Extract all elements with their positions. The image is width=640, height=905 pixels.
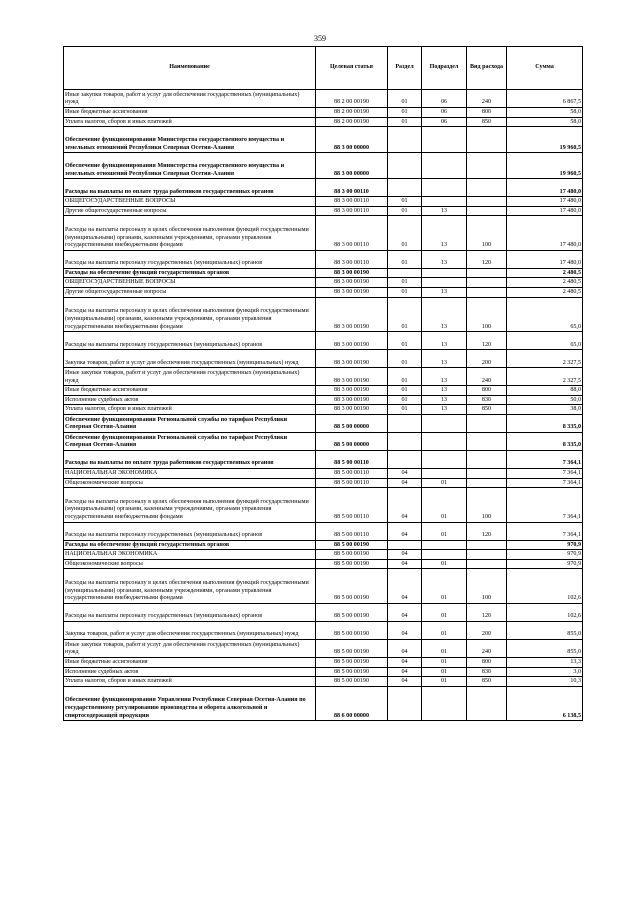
cell-sum: 855,0 <box>507 639 583 657</box>
cell-name: Иные бюджетные ассигнования <box>64 386 316 396</box>
cell-name: Исполнение судебных актов <box>64 667 316 677</box>
table-row <box>64 657 583 667</box>
cell-code: 88 2 00 00190 <box>316 117 388 127</box>
table-row <box>64 108 583 118</box>
table-row <box>64 90 583 108</box>
cell-section: 01 <box>388 206 422 216</box>
cell-name: Уплата налогов, сборов и иных платежей <box>64 117 316 127</box>
cell-sum: 2 327,5 <box>507 350 583 368</box>
cell-name: Расходы на выплаты персоналу в целях обеспечения выполнения функций государственными (муниципальными) органами, казенными учреждениями, органами управления государственными внебюджетными фондами <box>64 216 316 251</box>
cell-type: 240 <box>467 90 507 108</box>
cell-type <box>467 450 507 468</box>
cell-type <box>467 153 507 179</box>
cell-type: 800 <box>467 657 507 667</box>
cell-section: 01 <box>388 90 422 108</box>
cell-subsection: 13 <box>422 350 467 368</box>
cell-section: 04 <box>388 569 422 604</box>
cell-sum: 17 480,0 <box>507 197 583 207</box>
cell-name: Расходы на выплаты по оплате труда работников государственных органов <box>64 450 316 468</box>
cell-sum: 17 480,0 <box>507 206 583 216</box>
cell-sum: 88,0 <box>507 386 583 396</box>
cell-sum: 3,0 <box>507 667 583 677</box>
table-row <box>64 414 583 432</box>
cell-type: 120 <box>467 603 507 621</box>
cell-type <box>467 288 507 298</box>
cell-name: Обеспечение функционирования Региональной службы по тарифам Республики Северная Осетия-Алания <box>64 414 316 432</box>
cell-code: 88 3 00 00190 <box>316 332 388 350</box>
cell-subsection: 13 <box>422 297 467 332</box>
cell-sum: 6 138,5 <box>507 686 583 721</box>
cell-section: 04 <box>388 550 422 560</box>
cell-name: Расходы на выплаты персоналу в целях обеспечения выполнения функций государственными (муниципальными) органами, казенными учреждениями, органами управления государственными внебюджетными фондами <box>64 297 316 332</box>
table-row <box>64 405 583 415</box>
table-row <box>64 450 583 468</box>
cell-type: 120 <box>467 332 507 350</box>
table-row <box>64 550 583 560</box>
cell-section <box>388 268 422 278</box>
cell-section: 04 <box>388 639 422 657</box>
cell-section <box>388 540 422 550</box>
cell-subsection: 13 <box>422 250 467 268</box>
cell-code: 88 3 00 00190 <box>316 278 388 288</box>
cell-sum: 6 867,5 <box>507 90 583 108</box>
cell-type: 850 <box>467 677 507 687</box>
table-row <box>64 368 583 386</box>
table-row <box>64 621 583 639</box>
cell-section: 01 <box>388 216 422 251</box>
cell-sum: 58,0 <box>507 108 583 118</box>
cell-name: Иные закупки товаров, работ и услуг для обеспечения государственных (муниципальных) нужд <box>64 639 316 657</box>
cell-subsection: 13 <box>422 288 467 298</box>
cell-type <box>467 550 507 560</box>
cell-type: 100 <box>467 569 507 604</box>
table-row <box>64 677 583 687</box>
cell-type: 120 <box>467 522 507 540</box>
cell-section: 01 <box>388 297 422 332</box>
cell-section <box>388 153 422 179</box>
cell-type <box>467 197 507 207</box>
cell-section: 04 <box>388 559 422 569</box>
cell-type <box>467 686 507 721</box>
cell-code: 88 3 00 00190 <box>316 268 388 278</box>
cell-name: Расходы на выплаты персоналу в целях обеспечения выполнения функций государственными (муниципальными) органами, казенными учреждениями, органами управления государственными внебюджетными фондами <box>64 488 316 523</box>
cell-type <box>467 414 507 432</box>
cell-sum: 19 960,5 <box>507 127 583 153</box>
cell-subsection: 01 <box>422 677 467 687</box>
cell-name: Расходы на обеспечение функций государственных органов <box>64 540 316 550</box>
table-row <box>64 468 583 478</box>
cell-name: Расходы на выплаты персоналу государственных (муниципальных) органов <box>64 250 316 268</box>
cell-subsection: 01 <box>422 639 467 657</box>
cell-sum: 19 960,5 <box>507 153 583 179</box>
cell-subsection: 13 <box>422 395 467 405</box>
cell-subsection <box>422 540 467 550</box>
cell-type <box>467 432 507 450</box>
cell-code: 88 2 00 00190 <box>316 108 388 118</box>
cell-sum: 38,0 <box>507 405 583 415</box>
cell-subsection <box>422 268 467 278</box>
cell-section: 01 <box>388 368 422 386</box>
cell-sum: 2 480,5 <box>507 278 583 288</box>
cell-type <box>467 540 507 550</box>
table-row <box>64 540 583 550</box>
cell-sum: 17 480,0 <box>507 250 583 268</box>
table-row <box>64 216 583 251</box>
cell-subsection <box>422 197 467 207</box>
cell-subsection: 13 <box>422 216 467 251</box>
cell-section: 01 <box>388 278 422 288</box>
cell-name: Расходы на выплаты персоналу государственных (муниципальных) органов <box>64 603 316 621</box>
cell-code: 88 5 00 00000 <box>316 432 388 450</box>
cell-section <box>388 450 422 468</box>
cell-section <box>388 432 422 450</box>
cell-type: 120 <box>467 250 507 268</box>
cell-subsection: 01 <box>422 667 467 677</box>
cell-type <box>467 268 507 278</box>
table-row <box>64 206 583 216</box>
cell-code: 88 2 00 00190 <box>316 90 388 108</box>
cell-subsection <box>422 414 467 432</box>
cell-code: 88 5 00 00190 <box>316 677 388 687</box>
table-row <box>64 478 583 488</box>
cell-sum: 65,0 <box>507 297 583 332</box>
table-row <box>64 332 583 350</box>
cell-type <box>467 468 507 478</box>
page-number: 359 <box>314 34 326 43</box>
cell-section: 04 <box>388 603 422 621</box>
cell-sum: 8 335,0 <box>507 414 583 432</box>
cell-name: Расходы на выплаты по оплате труда работников государственных органов <box>64 179 316 197</box>
table-row <box>64 127 583 153</box>
cell-sum: 102,6 <box>507 569 583 604</box>
cell-subsection <box>422 179 467 197</box>
table-row <box>64 197 583 207</box>
cell-sum: 2 480,5 <box>507 268 583 278</box>
table-row <box>64 278 583 288</box>
cell-name: Иные бюджетные ассигнования <box>64 657 316 667</box>
cell-type: 100 <box>467 488 507 523</box>
cell-subsection: 06 <box>422 117 467 127</box>
cell-type: 850 <box>467 405 507 415</box>
cell-name: Уплата налогов, сборов и иных платежей <box>64 677 316 687</box>
cell-code: 88 3 00 00110 <box>316 216 388 251</box>
cell-sum: 50,0 <box>507 395 583 405</box>
cell-type <box>467 179 507 197</box>
table-row <box>64 179 583 197</box>
cell-code: 88 3 00 00110 <box>316 197 388 207</box>
table-row <box>64 488 583 523</box>
table-body <box>64 90 583 721</box>
cell-name: Другие общегосударственные вопросы <box>64 288 316 298</box>
cell-name: НАЦИОНАЛЬНАЯ ЭКОНОМИКА <box>64 468 316 478</box>
cell-code: 88 3 00 00110 <box>316 179 388 197</box>
cell-code: 88 5 00 00190 <box>316 603 388 621</box>
cell-subsection: 13 <box>422 206 467 216</box>
cell-subsection: 01 <box>422 522 467 540</box>
cell-section: 04 <box>388 621 422 639</box>
cell-code: 88 3 00 00190 <box>316 297 388 332</box>
cell-type: 200 <box>467 621 507 639</box>
cell-code: 88 5 00 00110 <box>316 478 388 488</box>
cell-type <box>467 127 507 153</box>
table-row <box>64 386 583 396</box>
table-row <box>64 432 583 450</box>
cell-name: ОБЩЕГОСУДАРСТВЕННЫЕ ВОПРОСЫ <box>64 197 316 207</box>
cell-name: Обеспечение функционирования Управления Республики Северная Осетия-Алания по государственному регулированию производства и оборота алкогольной и спиртосодержащей продукции <box>64 686 316 721</box>
cell-subsection <box>422 550 467 560</box>
cell-name: Расходы на выплаты персоналу в целях обеспечения выполнения функций государственными (муниципальными) органами, казенными учреждениями, органами управления государственными внебюджетными фондами <box>64 569 316 604</box>
table-header-row <box>64 47 583 90</box>
cell-code: 88 3 00 00190 <box>316 395 388 405</box>
cell-section: 01 <box>388 288 422 298</box>
cell-code: 88 5 00 00190 <box>316 621 388 639</box>
cell-sum: 970,9 <box>507 559 583 569</box>
cell-sum: 102,6 <box>507 603 583 621</box>
cell-subsection: 01 <box>422 488 467 523</box>
table-row <box>64 250 583 268</box>
cell-subsection: 13 <box>422 368 467 386</box>
cell-type: 240 <box>467 639 507 657</box>
header-sum: Сумма <box>507 47 583 90</box>
table-row <box>64 297 583 332</box>
cell-subsection: 01 <box>422 657 467 667</box>
cell-type: 200 <box>467 350 507 368</box>
cell-subsection: 13 <box>422 405 467 415</box>
cell-code: 88 6 00 00000 <box>316 686 388 721</box>
cell-section: 01 <box>388 332 422 350</box>
cell-subsection <box>422 153 467 179</box>
cell-code: 88 3 00 00190 <box>316 350 388 368</box>
cell-name: Обеспечение функционирования Региональной службы по тарифам Республики Северная Осетия-Алания <box>64 432 316 450</box>
cell-name: Иные закупки товаров, работ и услуг для обеспечения государственных (муниципальных) нужд <box>64 90 316 108</box>
table-row <box>64 559 583 569</box>
cell-name: Иные бюджетные ассигнования <box>64 108 316 118</box>
cell-section: 04 <box>388 478 422 488</box>
cell-name: Общеэкономические вопросы <box>64 559 316 569</box>
cell-name: Иные закупки товаров, работ и услуг для обеспечения государственных (муниципальных) нужд <box>64 368 316 386</box>
cell-type <box>467 478 507 488</box>
cell-section: 01 <box>388 405 422 415</box>
table-row <box>64 603 583 621</box>
cell-name: Расходы на обеспечение функций государственных органов <box>64 268 316 278</box>
table-row <box>64 117 583 127</box>
cell-subsection: 13 <box>422 386 467 396</box>
cell-code: 88 5 00 00190 <box>316 559 388 569</box>
table-row <box>64 686 583 721</box>
cell-sum: 58,0 <box>507 117 583 127</box>
cell-type: 100 <box>467 297 507 332</box>
cell-sum: 970,9 <box>507 540 583 550</box>
cell-type <box>467 206 507 216</box>
table-row <box>64 350 583 368</box>
header-type: Вид расхода <box>467 47 507 90</box>
cell-section: 04 <box>388 657 422 667</box>
table-row <box>64 667 583 677</box>
cell-sum: 13,3 <box>507 657 583 667</box>
cell-section: 01 <box>388 250 422 268</box>
cell-code: 88 5 00 00000 <box>316 414 388 432</box>
cell-sum: 7 364,1 <box>507 488 583 523</box>
cell-subsection: 06 <box>422 90 467 108</box>
header-code: Целевая статья <box>316 47 388 90</box>
cell-subsection: 01 <box>422 559 467 569</box>
cell-section <box>388 414 422 432</box>
cell-section: 04 <box>388 488 422 523</box>
cell-sum: 17 480,0 <box>507 216 583 251</box>
cell-code: 88 5 00 00190 <box>316 657 388 667</box>
cell-code: 88 5 00 00190 <box>316 569 388 604</box>
cell-subsection: 13 <box>422 332 467 350</box>
cell-subsection <box>422 450 467 468</box>
cell-section: 04 <box>388 677 422 687</box>
cell-sum: 65,0 <box>507 332 583 350</box>
cell-section: 01 <box>388 386 422 396</box>
cell-code: 88 5 00 00110 <box>316 522 388 540</box>
cell-subsection <box>422 468 467 478</box>
cell-sum: 10,3 <box>507 677 583 687</box>
cell-sum: 7 364,1 <box>507 522 583 540</box>
cell-type: 850 <box>467 117 507 127</box>
cell-subsection <box>422 432 467 450</box>
cell-sum: 970,9 <box>507 550 583 560</box>
cell-name: Расходы на выплаты персоналу государственных (муниципальных) органов <box>64 522 316 540</box>
cell-code: 88 3 00 00190 <box>316 386 388 396</box>
cell-type <box>467 559 507 569</box>
cell-sum: 855,0 <box>507 621 583 639</box>
table-row <box>64 288 583 298</box>
cell-code: 88 3 00 00190 <box>316 405 388 415</box>
cell-section <box>388 179 422 197</box>
cell-sum: 7 364,1 <box>507 450 583 468</box>
cell-sum: 2 480,5 <box>507 288 583 298</box>
cell-section <box>388 686 422 721</box>
cell-subsection: 01 <box>422 478 467 488</box>
cell-code: 88 5 00 00110 <box>316 488 388 523</box>
cell-sum: 8 335,0 <box>507 432 583 450</box>
cell-subsection <box>422 686 467 721</box>
cell-name: НАЦИОНАЛЬНАЯ ЭКОНОМИКА <box>64 550 316 560</box>
cell-code: 88 3 00 00110 <box>316 206 388 216</box>
cell-name: Уплата налогов, сборов и иных платежей <box>64 405 316 415</box>
cell-code: 88 3 00 00190 <box>316 368 388 386</box>
cell-type <box>467 278 507 288</box>
cell-type: 830 <box>467 395 507 405</box>
cell-subsection <box>422 127 467 153</box>
cell-subsection: 06 <box>422 108 467 118</box>
cell-sum: 7 364,1 <box>507 468 583 478</box>
cell-section: 01 <box>388 108 422 118</box>
cell-sum: 7 364,1 <box>507 478 583 488</box>
cell-section: 04 <box>388 667 422 677</box>
cell-type: 800 <box>467 386 507 396</box>
cell-sum: 2 327,5 <box>507 368 583 386</box>
cell-name: Другие общегосударственные вопросы <box>64 206 316 216</box>
cell-sum: 17 480,0 <box>507 179 583 197</box>
cell-section: 01 <box>388 395 422 405</box>
table-row <box>64 153 583 179</box>
table-row <box>64 639 583 657</box>
cell-code: 88 3 00 00190 <box>316 288 388 298</box>
cell-section: 01 <box>388 117 422 127</box>
header-section: Раздел <box>388 47 422 90</box>
cell-section: 04 <box>388 522 422 540</box>
cell-type: 830 <box>467 667 507 677</box>
header-subsection: Подраздел <box>422 47 467 90</box>
header-name: Наименование <box>64 47 316 90</box>
cell-subsection <box>422 278 467 288</box>
cell-section: 01 <box>388 350 422 368</box>
cell-section: 01 <box>388 197 422 207</box>
budget-table <box>63 46 583 721</box>
cell-name: Обеспечение функционирования Министерства государственного имущества и земельных отношений Республики Северная Осетия-Алания <box>64 127 316 153</box>
cell-name: Исполнение судебных актов <box>64 395 316 405</box>
cell-code: 88 3 00 00110 <box>316 250 388 268</box>
cell-section: 04 <box>388 468 422 478</box>
cell-type: 240 <box>467 368 507 386</box>
cell-name: Закупка товаров, работ и услуг для обеспечения государственных (муниципальных) нужд <box>64 350 316 368</box>
cell-section <box>388 127 422 153</box>
cell-code: 88 3 00 00000 <box>316 127 388 153</box>
cell-subsection: 01 <box>422 621 467 639</box>
cell-code: 88 5 00 00190 <box>316 540 388 550</box>
table-row <box>64 395 583 405</box>
cell-code: 88 5 00 00110 <box>316 468 388 478</box>
cell-name: ОБЩЕГОСУДАРСТВЕННЫЕ ВОПРОСЫ <box>64 278 316 288</box>
cell-subsection: 01 <box>422 569 467 604</box>
cell-code: 88 3 00 00000 <box>316 153 388 179</box>
cell-type: 800 <box>467 108 507 118</box>
cell-code: 88 5 00 00190 <box>316 667 388 677</box>
cell-name: Обеспечение функционирования Министерства государственного имущества и земельных отношений Республики Северная Осетия-Алания <box>64 153 316 179</box>
table-row <box>64 569 583 604</box>
cell-name: Расходы на выплаты персоналу государственных (муниципальных) органов <box>64 332 316 350</box>
cell-code: 88 5 00 00110 <box>316 450 388 468</box>
table-row <box>64 268 583 278</box>
cell-code: 88 5 00 00190 <box>316 639 388 657</box>
cell-code: 88 5 00 00190 <box>316 550 388 560</box>
cell-type: 100 <box>467 216 507 251</box>
cell-subsection: 01 <box>422 603 467 621</box>
cell-name: Общеэкономические вопросы <box>64 478 316 488</box>
table-row <box>64 522 583 540</box>
cell-name: Закупка товаров, работ и услуг для обеспечения государственных (муниципальных) нужд <box>64 621 316 639</box>
